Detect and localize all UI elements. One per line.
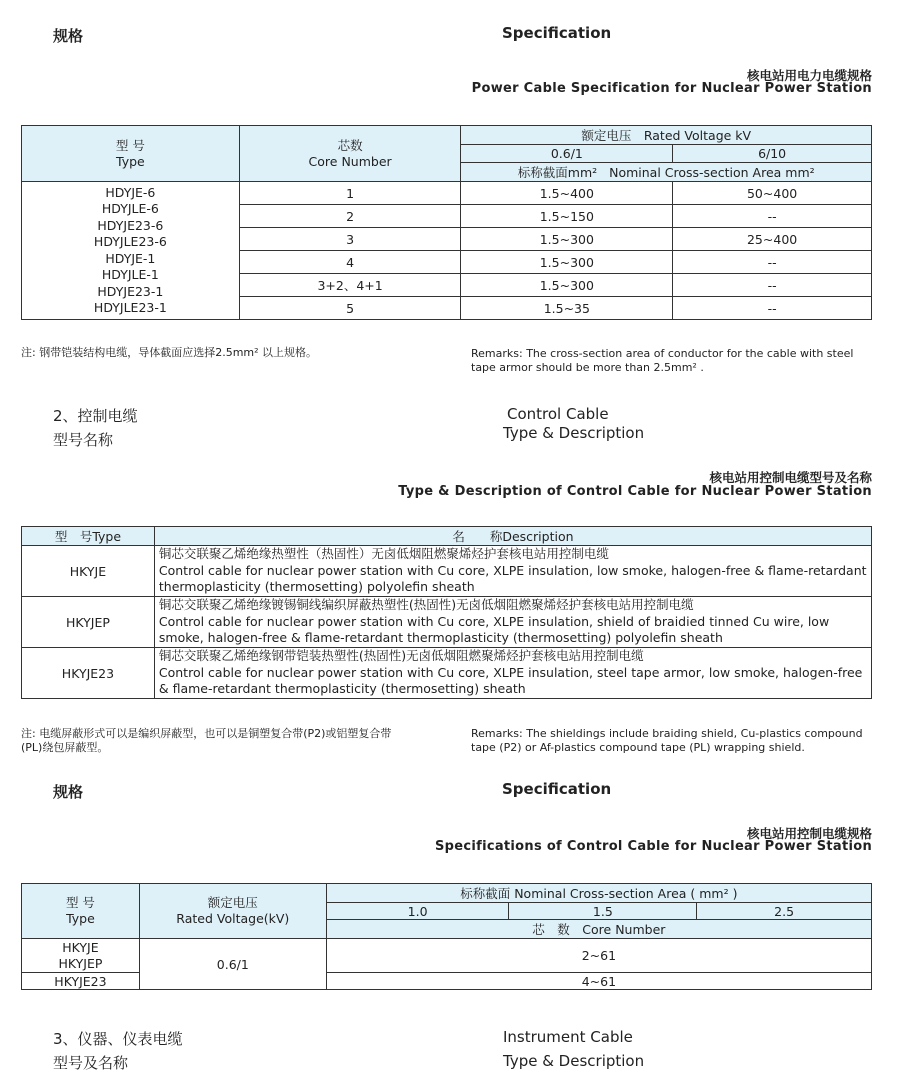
core-header: [239, 126, 461, 182]
area-cell: --: [673, 274, 872, 297]
area-header-cn: 标称截面mm²: [517, 165, 598, 180]
type-item: HDYJLE-1: [101, 267, 159, 282]
note2-cn-line1: 注: 电缆屏蔽形式可以是编织屏蔽型，也可以是铜塑复合带(P2)或铝塑复合带: [21, 727, 392, 740]
section2-cn-title: 2、控制电缆: [53, 407, 138, 425]
note1-en-line1: Remarks: The cross-section area of conductor for the cable with steel: [471, 347, 854, 360]
area-cell: 25~400: [673, 228, 872, 251]
section3-en-title: Instrument Cable: [503, 1028, 633, 1046]
area-cell: 1.5~150: [461, 205, 673, 228]
voltage-header-en: Rated Voltage(kV): [176, 911, 290, 926]
section2-en-title: Control Cable: [507, 405, 609, 423]
section3-cn-title: 3、仪器、仪表电缆: [53, 1030, 183, 1048]
type-item: HDYJE-6: [105, 184, 156, 200]
voltage-6-10: 6/10: [673, 145, 872, 163]
core-cell: 2: [239, 205, 461, 228]
type-header: [22, 884, 140, 939]
area-2.5: 2.5: [697, 903, 872, 920]
area-header-en: Nominal Cross-section Area mm²: [609, 165, 815, 180]
page-left-title: 规格: [53, 27, 84, 45]
type-cell: HKYJE: [22, 546, 155, 597]
core-cell: 3: [239, 228, 461, 251]
type-header-en: Type: [66, 911, 95, 926]
section3-en-subtitle: Type & Description: [503, 1052, 645, 1070]
core-cell: 1: [239, 182, 461, 205]
area-cell: --: [673, 251, 872, 274]
type-cell: HKYJEP: [22, 597, 155, 648]
core-header-cn: 芯数: [337, 137, 363, 153]
note2-en-line2: tape (P2) or Af-plastics compound tape (PL) wrapping shield.: [471, 741, 805, 754]
area-cell: 1.5~300: [461, 274, 673, 297]
description-line: Control cable for nuclear power station with Cu core, XLPE insulation, shield of braidied tinned Cu wire, low: [158, 613, 830, 629]
area-cell: 1.5~300: [461, 251, 673, 274]
note2-en: [471, 727, 873, 755]
description-line: thermoplasticity (thermosetting) polyolefin sheath: [158, 579, 475, 595]
note2-en-line1: Remarks: The shieldings include braiding shield, Cu-plastics compound: [471, 727, 863, 740]
section2-cn-subtitle: 型号名称: [53, 431, 114, 449]
area-cell: 1.5~300: [461, 228, 673, 251]
table3-caption-cn: 核电站用控制电缆规格: [746, 826, 872, 841]
description-line: & flame-retardant thermoplasticity (thermosetting) sheath: [158, 681, 526, 697]
table2-caption-en: Type & Description of Control Cable for Nuclear Power Station: [398, 484, 872, 499]
type-group: [22, 939, 140, 973]
power-cable-spec-table: [21, 125, 872, 320]
table1-caption-cn: 核电站用电力电缆规格: [746, 68, 872, 83]
table1-caption-en: Power Cable Specification for Nuclear Power Station: [471, 81, 872, 96]
area-cell: --: [673, 297, 872, 320]
note1-cn: 注: 钢带铠装结构电缆，导体截面应选择2.5mm² 以上规格。: [21, 346, 318, 359]
page2-center-title: Specification: [502, 780, 612, 798]
table2-caption-cn: 核电站用控制电缆型号及名称: [709, 470, 872, 485]
area-1.5: 1.5: [509, 903, 697, 920]
note1-en: [471, 347, 873, 375]
area-cell: --: [673, 205, 872, 228]
description-line: 铜芯交联聚乙烯绝缘钢带铠装热塑性(热固性)无卤低烟阻燃聚烯烃护套核电站用控制电缆: [158, 648, 644, 664]
core-range-cell: 2~61: [326, 939, 871, 973]
core-cell: 3+2、4+1: [239, 274, 461, 297]
description-line: Control cable for nuclear power station with Cu core, XLPE insulation, low smoke, halogen-free & flame-retardant: [158, 562, 867, 578]
description-line: 铜芯交联聚乙烯绝缘镀锡铜线编织屏蔽热塑性(热固性)无卤低烟阻燃聚烯烃护套核电站用控制电缆: [158, 597, 694, 613]
note2-cn: [21, 727, 451, 755]
core-range-cell: 4~61: [326, 973, 871, 990]
type-header-en: Type: [116, 153, 145, 169]
area-cell: 50~400: [673, 182, 872, 205]
description-cell: [154, 546, 871, 597]
voltage-header-cn: 额定电压: [207, 895, 258, 910]
control-cable-type-table: [21, 526, 872, 699]
page2-left-title: 规格: [53, 783, 84, 801]
type-item: HDYJLE23-6: [93, 234, 167, 249]
type-header: [22, 126, 240, 182]
description-line: 铜芯交联聚乙烯绝缘热塑性（热固性）无卤低烟阻燃聚烯烃护套核电站用控制电缆: [158, 546, 609, 562]
type-item: HKYJE: [62, 939, 99, 955]
description-cell: [154, 597, 871, 648]
core-header-en: Core Number: [308, 153, 392, 169]
description-cell: [154, 648, 871, 699]
type-cell: HKYJE23: [22, 648, 155, 699]
type-header-cn: 型 号: [65, 895, 95, 910]
type-list: [22, 182, 240, 320]
area-header: [461, 163, 872, 182]
type-item: HDYJE23-1: [97, 283, 164, 299]
type-header-cn: 型 号: [115, 137, 145, 153]
area-cell: 1.5~400: [461, 182, 673, 205]
area-header: 标称截面 Nominal Cross-section Area ( mm² ): [326, 884, 871, 903]
type-item: HKYJE23: [22, 973, 140, 990]
section3-cn-subtitle: 型号及名称: [53, 1054, 129, 1072]
table3-caption-en: Specifications of Control Cable for Nuclear Power Station: [434, 839, 872, 854]
core-cell: 4: [239, 251, 461, 274]
type-item: HDYJE-1: [105, 250, 156, 266]
type-item: HDYJLE23-1: [93, 300, 167, 315]
voltage-cell: 0.6/1: [139, 939, 326, 990]
page-center-title: Specification: [502, 24, 612, 42]
control-cable-spec-table: [21, 883, 872, 990]
note2-cn-line2: (PL)绕包屏蔽型。: [21, 741, 109, 754]
type-item: HKYJEP: [58, 955, 103, 971]
type-header: 型 号Type: [22, 527, 155, 546]
type-item: HDYJE23-6: [97, 217, 164, 233]
core-number-header: 芯 数 Core Number: [326, 920, 871, 939]
section2-en-subtitle: Type & Description: [503, 424, 645, 442]
voltage-header: [139, 884, 326, 939]
area-1.0: 1.0: [326, 903, 509, 920]
type-item: HDYJLE-6: [101, 201, 159, 216]
area-cell: 1.5~35: [461, 297, 673, 320]
description-line: smoke, halogen-free & flame-retardant thermoplasticity (thermosetting) polyolefin sheath: [158, 630, 723, 646]
core-cell: 5: [239, 297, 461, 320]
description-header: 名 称Description: [154, 527, 871, 546]
description-line: Control cable for nuclear power station with Cu core, XLPE insulation, steel tape armor, low smoke, halogen-free: [158, 664, 863, 680]
voltage-0.6-1: 0.6/1: [461, 145, 673, 163]
note1-en-line2: tape armor should be more than 2.5mm² .: [471, 361, 704, 374]
voltage-header: 额定电压 Rated Voltage kV: [461, 126, 872, 145]
